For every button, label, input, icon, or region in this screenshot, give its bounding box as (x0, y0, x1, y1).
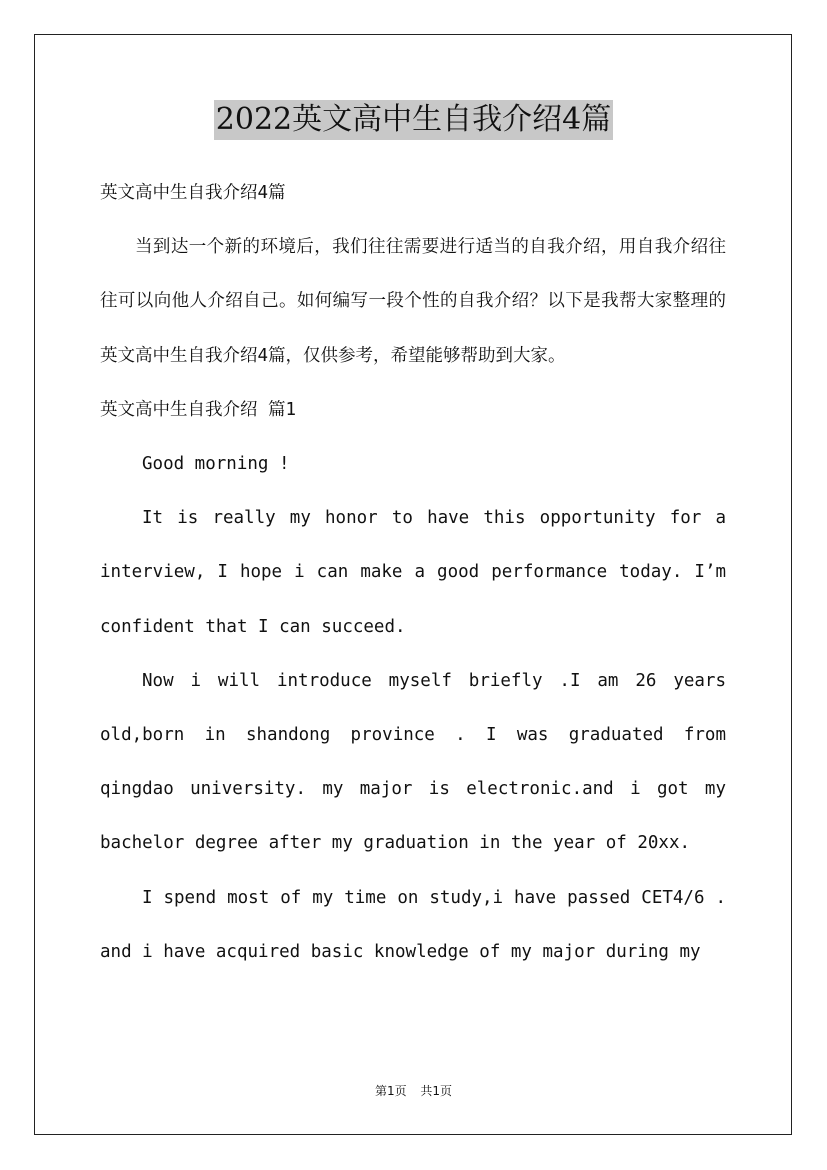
greeting-paragraph: Good morning ! (142, 454, 290, 475)
document-title: 2022英文高中生自我介绍4篇 (214, 100, 613, 140)
document-body (100, 166, 726, 979)
section-heading: 英文高中生自我介绍 篇1 (100, 399, 297, 420)
body-paragraph-3: I spend most of my time on study,i have passed CET4/6 . and i have acquired basic knowledge of my major during my (100, 887, 726, 962)
page-footer (0, 1082, 827, 1099)
intro-paragraph: 当到达一个新的环境后，我们往往需要进行适当的自我介绍，用自我介绍往往可以向他人介绍自己。如何编写一段个性的自我介绍？以下是我帮大家整理的英文高中生自我介绍4篇，仅供参考，希望能够帮助到大家。 (100, 237, 726, 366)
page-number: 第1页 (374, 1084, 407, 1098)
body-paragraph-1: It is really my honor to have this opportunity for a interview, I hope i can make a good performance today. I’m confident that I can succeed. (100, 508, 726, 637)
title-container (0, 100, 827, 140)
page-total: 共1页 (420, 1084, 453, 1098)
body-paragraph-2: Now i will introduce myself briefly .I am 26 years old,born in shandong province . I was graduated from qingdao university. my major is electronic.and i got my bachelor degree after my graduation in the year of 20xx. (100, 670, 726, 854)
subtitle: 英文高中生自我介绍4篇 (100, 183, 286, 203)
